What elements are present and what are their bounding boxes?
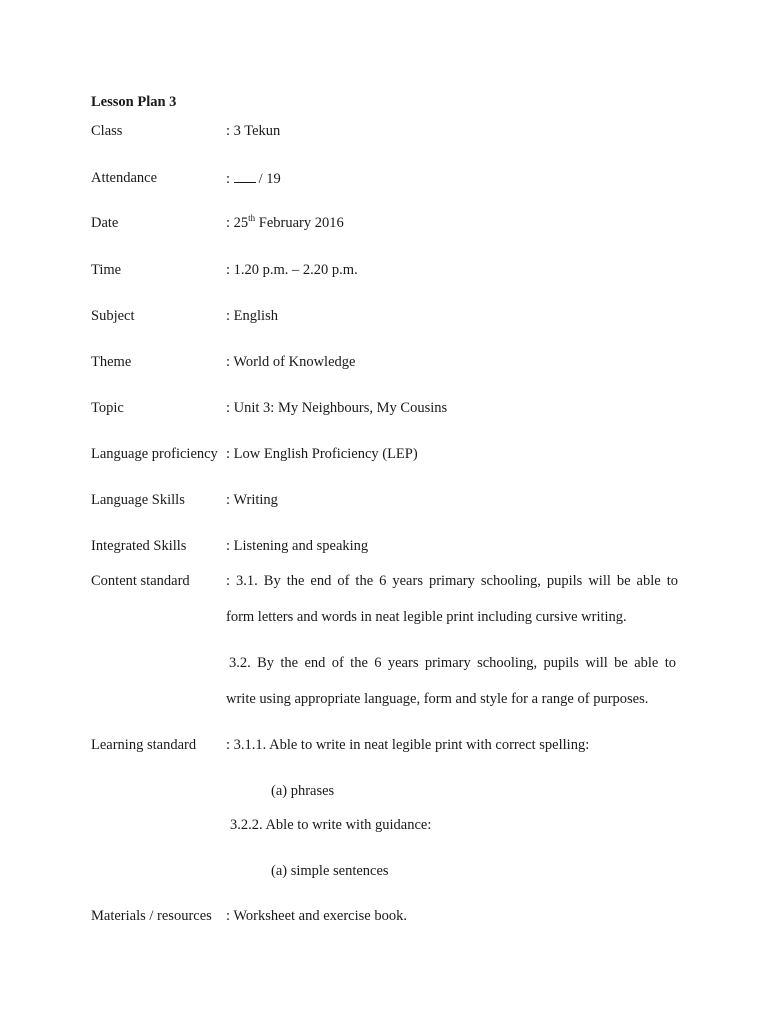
learning-standard-label: Learning standard bbox=[91, 737, 197, 753]
row-subject bbox=[91, 308, 691, 328]
attendance-total: / 19 bbox=[258, 171, 281, 187]
content-standard-line-4: write using appropriate language, form and style for a range of purposes. bbox=[226, 691, 649, 707]
class-value: : 3 Tekun bbox=[226, 123, 281, 139]
topic-label: Topic bbox=[91, 400, 124, 416]
content-standard-line-2: form letters and words in neat legible print including cursive writing. bbox=[226, 609, 627, 625]
learning-standard-item-1: (a) phrases bbox=[271, 783, 335, 799]
subject-value: : English bbox=[226, 308, 278, 324]
row-language-proficiency bbox=[91, 446, 691, 466]
attendance-label: Attendance bbox=[91, 170, 158, 186]
row-language-skills bbox=[91, 492, 691, 512]
learning-standard-line-2: 3.2.2. Able to write with guidance: bbox=[230, 817, 432, 833]
row-materials bbox=[91, 908, 691, 928]
language-proficiency-label: Language proficiency bbox=[91, 446, 218, 462]
row-topic bbox=[91, 400, 691, 420]
topic-value: : Unit 3: My Neighbours, My Cousins bbox=[226, 400, 448, 416]
time-value: : 1.20 p.m. – 2.20 p.m. bbox=[226, 262, 358, 278]
row-integrated-skills bbox=[91, 538, 691, 558]
page-title: Lesson Plan 3 bbox=[91, 94, 177, 110]
subject-label: Subject bbox=[91, 308, 135, 324]
learning-standard-item-2: (a) simple sentences bbox=[271, 863, 389, 879]
language-proficiency-value: : Low English Proficiency (LEP) bbox=[226, 446, 418, 462]
content-standard-line-3: 3.2. By the end of the 6 years primary schooling, pupils will be able to bbox=[229, 655, 676, 671]
date-month-year: February 2016 bbox=[255, 215, 344, 231]
time-label: Time bbox=[91, 262, 122, 278]
date-ordinal-suffix: th bbox=[248, 213, 256, 224]
row-time bbox=[91, 262, 691, 282]
content-standard-label: Content standard bbox=[91, 573, 190, 589]
theme-value: : World of Knowledge bbox=[226, 354, 356, 370]
language-skills-label: Language Skills bbox=[91, 492, 185, 508]
materials-value: : Worksheet and exercise book. bbox=[226, 908, 407, 924]
row-theme bbox=[91, 354, 691, 374]
content-standard-line-1: : 3.1. By the end of the 6 years primary schooling, pupils will be able to bbox=[226, 573, 678, 589]
attendance-value bbox=[226, 170, 281, 188]
materials-label: Materials / resources bbox=[91, 908, 212, 924]
integrated-skills-label: Integrated Skills bbox=[91, 538, 187, 554]
class-label: Class bbox=[91, 123, 123, 139]
attendance-blank-line bbox=[234, 170, 256, 183]
language-skills-value: : Writing bbox=[226, 492, 278, 508]
date-value bbox=[226, 215, 344, 232]
row-attendance bbox=[91, 170, 691, 190]
row-date bbox=[91, 215, 691, 235]
attendance-prefix: : bbox=[226, 171, 234, 187]
theme-label: Theme bbox=[91, 354, 132, 370]
date-day: : 25 bbox=[226, 215, 249, 231]
date-label: Date bbox=[91, 215, 119, 231]
integrated-skills-value: : Listening and speaking bbox=[226, 538, 369, 554]
learning-standard-line-1: : 3.1.1. Able to write in neat legible print with correct spelling: bbox=[226, 737, 590, 753]
row-class bbox=[91, 123, 691, 143]
